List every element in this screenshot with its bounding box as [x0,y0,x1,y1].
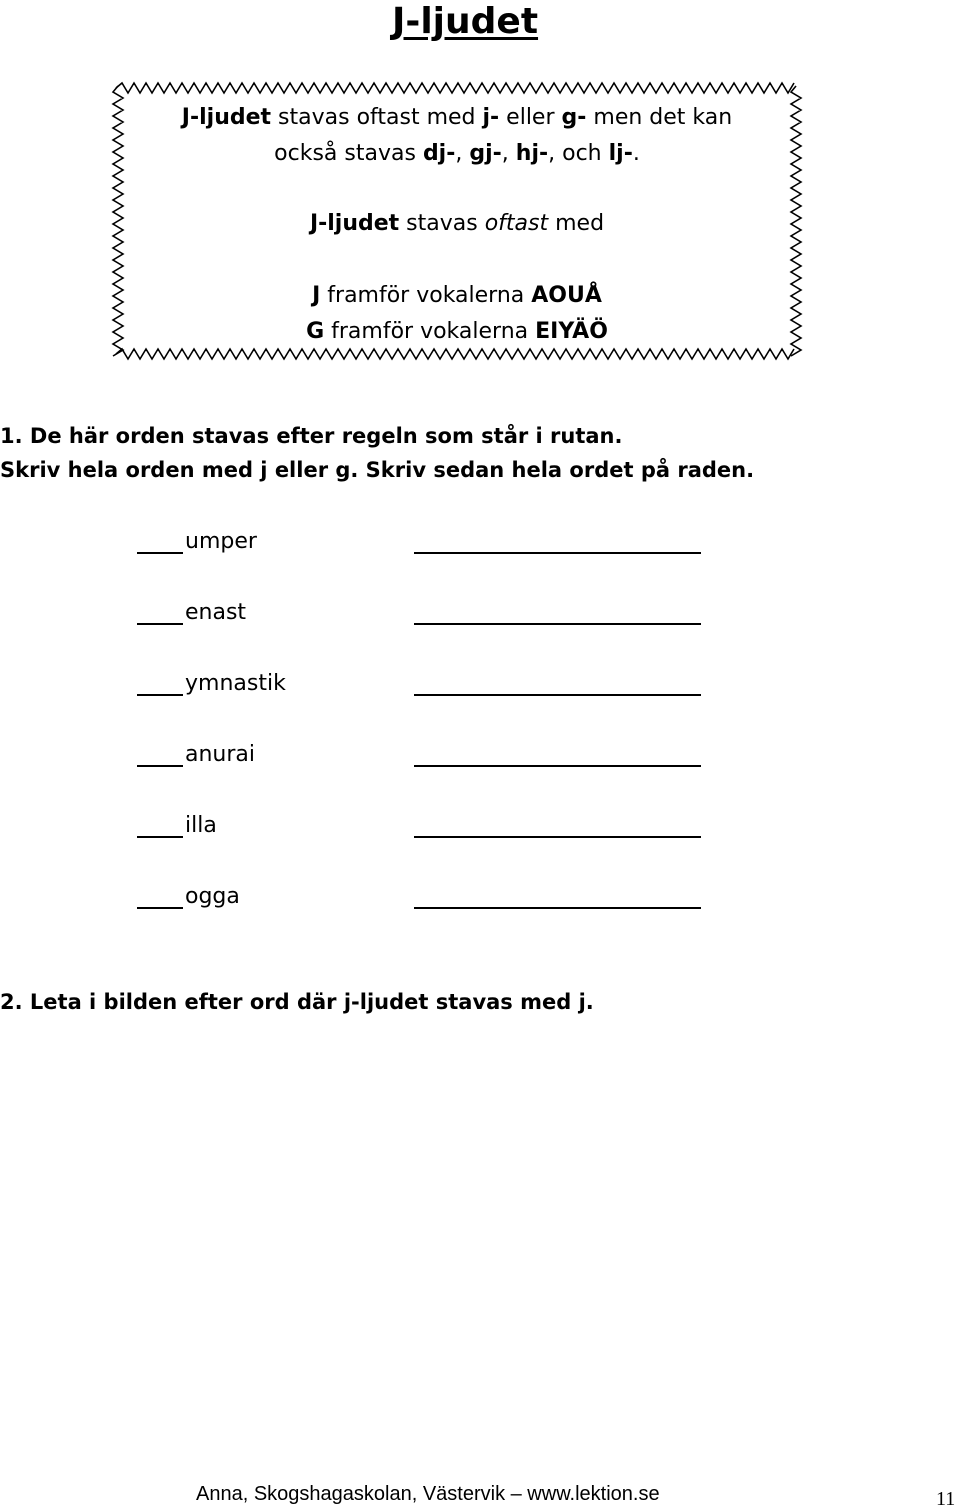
word-row [137,812,737,844]
rule-text-fragment: eller [499,105,562,130]
answer-line[interactable] [414,694,701,696]
rule-text-fragment: . [632,141,640,166]
answer-line[interactable] [414,552,701,554]
rule-keyword: lj- [608,141,633,166]
answer-line[interactable] [414,907,701,909]
rule-text-fragment: , och [548,141,609,166]
rule-keyword: j- [482,105,500,130]
word-row [137,741,737,773]
letter-blank[interactable] [137,765,183,767]
rule-keyword: J [312,283,321,308]
answer-line[interactable] [414,836,701,838]
page-number: 11 [936,1488,956,1510]
rule-line-2 [110,140,804,168]
word-stem: enast [185,600,247,625]
task2-instruction: 2. Leta i bilden efter ord där j-ljudet stavas med j. [0,990,594,1014]
rule-line-4 [110,282,804,310]
rule-text-fragment: men det kan [586,105,733,130]
answer-line[interactable] [414,765,701,767]
rule-keyword: AOUÅ [531,283,602,308]
letter-blank[interactable] [137,907,183,909]
rule-keyword: EIYÄÖ [535,319,608,344]
word-stem: umper [185,529,257,554]
rule-text-fragment: , [501,141,516,166]
word-stem: anurai [185,742,256,767]
rule-text-fragment: framför vokalerna [324,319,536,344]
word-row [137,599,737,631]
rule-text-fragment: med [548,211,605,236]
word-row [137,670,737,702]
page-title: J-ljudet [392,1,539,42]
rule-emphasis: oftast [484,211,549,236]
rule-text-fragment: framför vokalerna [320,283,532,308]
letter-blank[interactable] [137,552,183,554]
word-stem: ogga [185,884,240,909]
rule-keyword: J-ljudet [181,105,272,130]
word-row [137,528,737,560]
rule-text-fragment: också stavas [274,141,423,166]
word-row [137,883,737,915]
letter-blank[interactable] [137,694,183,696]
answer-line[interactable] [414,623,701,625]
rule-keyword: J-ljudet [309,211,400,236]
rule-line-5 [110,318,804,346]
word-stem: ymnastik [185,671,286,696]
rule-keyword: dj- [422,141,456,166]
rule-text-fragment: stavas [399,211,485,236]
rule-box [110,80,804,362]
rule-line-3 [110,210,804,238]
rule-keyword: hj- [515,141,549,166]
rule-keyword: gj- [469,141,502,166]
letter-blank[interactable] [137,836,183,838]
task1-instruction-2: Skriv hela orden med j eller g. Skriv sedan hela ordet på raden. [0,458,755,482]
rule-keyword: G [306,319,325,344]
rule-keyword: g- [561,105,587,130]
rule-line-1 [110,104,804,132]
word-stem: illa [185,813,217,838]
rule-text-fragment: stavas oftast med [271,105,483,130]
letter-blank[interactable] [137,623,183,625]
rule-text-fragment: , [455,141,470,166]
task1-instruction-1: 1. De här orden stavas efter regeln som står i rutan. [0,424,623,448]
footer-credit: Anna, Skogshagaskolan, Västervik – www.lektion.se [196,1483,660,1505]
